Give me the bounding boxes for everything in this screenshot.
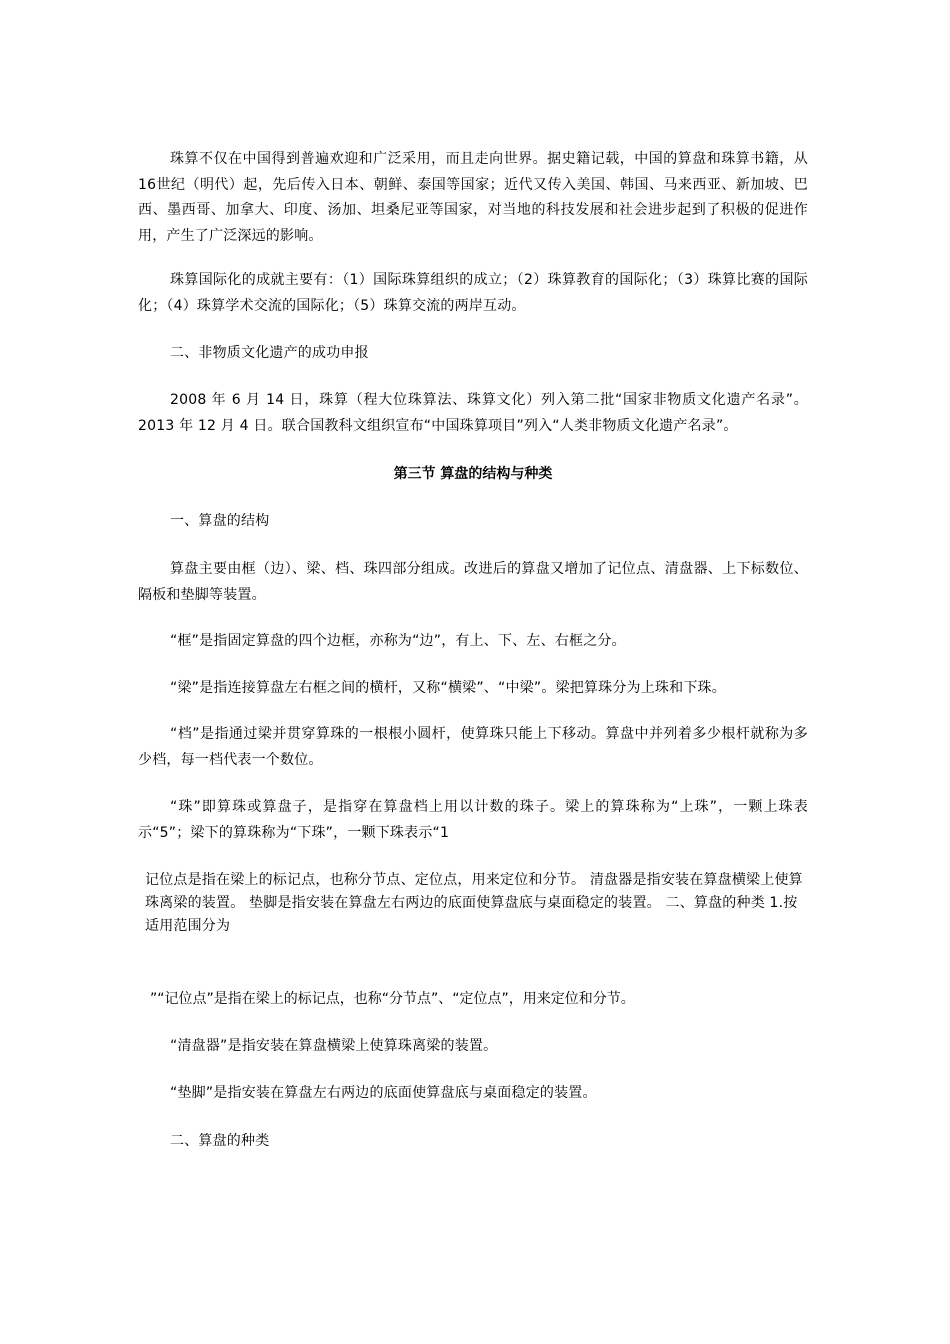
paragraph-beam: “梁”是指连接算盘左右框之间的横杆，又称“横梁”、“中梁”。梁把算珠分为上珠和下珠。 xyxy=(170,680,726,696)
paragraph-abacus-world-spread: 珠算不仅在中国得到普遍欢迎和广泛采用，而且走向世界。据史籍记载，中国的算盘和珠算书籍，从16世纪（明代）起，先后传入日本、朝鲜、泰国等国家；近代又传入美国、韩国、马来西亚、新加坡、巴西、墨西哥、加拿大、印度、汤加、坦桑尼亚等国家，对当地的科技发展和社会进步起到了积极的促进作用，产生了广泛深远的影响。 xyxy=(138,151,808,244)
paragraph-heritage-dates: 2008 年 6 月 14 日，珠算（程大位珠算法、珠算文化）列入第二批“国家非物质文化遗产名录”。2013 年 12 月 4 日。联合国教科文组织宣布“中国珠算项目”列入“人类非物质文化遗产名录”。 xyxy=(138,392,808,434)
paragraph-frame: “框”是指固定算盘的四个边框，亦称为“边”，有上、下、左、右框之分。 xyxy=(170,633,626,649)
subheading-abacus-types: 二、算盘的种类 xyxy=(170,1133,270,1149)
paragraph-marker-point: ”“记位点”是指在梁上的标记点，也称“分节点”、“定位点”，用来定位和分节。 xyxy=(150,991,635,1007)
paragraph-rod: “档”是指通过梁并贯穿算珠的一根根小圆杆，使算珠只能上下移动。算盘中并列着多少根杆就称为多少档，每一档代表一个数位。 xyxy=(138,726,808,768)
paragraph-abacus-components: 算盘主要由框（边）、梁、档、珠四部分组成。改进后的算盘又增加了记位点、清盘器、上下标数位、隔板和垫脚等装置。 xyxy=(138,561,808,603)
subheading-heritage-application: 二、非物质文化遗产的成功申报 xyxy=(170,345,369,361)
paragraph-feet: “垫脚”是指安装在算盘左右两边的底面使算盘底与桌面稳定的装置。 xyxy=(170,1085,597,1101)
subheading-abacus-structure: 一、算盘的结构 xyxy=(170,513,270,529)
paragraph-bead: “珠”即算珠或算盘子，是指穿在算盘档上用以计数的珠子。梁上的算珠称为“上珠”，一颗上珠表示“5”；梁下的算珠称为“下珠”，一颗下珠表示“1 xyxy=(138,799,808,841)
section-title: 第三节 算盘的结构与种类 xyxy=(393,466,553,482)
paragraph-clearing-device: “清盘器”是指安装在算盘横梁上使算珠离梁的装置。 xyxy=(170,1038,498,1054)
paragraph-merged-definitions: 记位点是指在梁上的标记点，也称分节点、定位点，用来定位和分节。 清盘器是指安装在算盘横梁上使算珠离梁的装置。 垫脚是指安装在算盘左右两边的底面使算盘底与桌面稳定的装置。 二、算盘的种类 1.按适用范围分为 xyxy=(145,872,803,934)
paragraph-internationalization: 珠算国际化的成就主要有：（1）国际珠算组织的成立；（2）珠算教育的国际化；（3）珠算比赛的国际化；（4）珠算学术交流的国际化；（5）珠算交流的两岸互动。 xyxy=(138,272,808,314)
